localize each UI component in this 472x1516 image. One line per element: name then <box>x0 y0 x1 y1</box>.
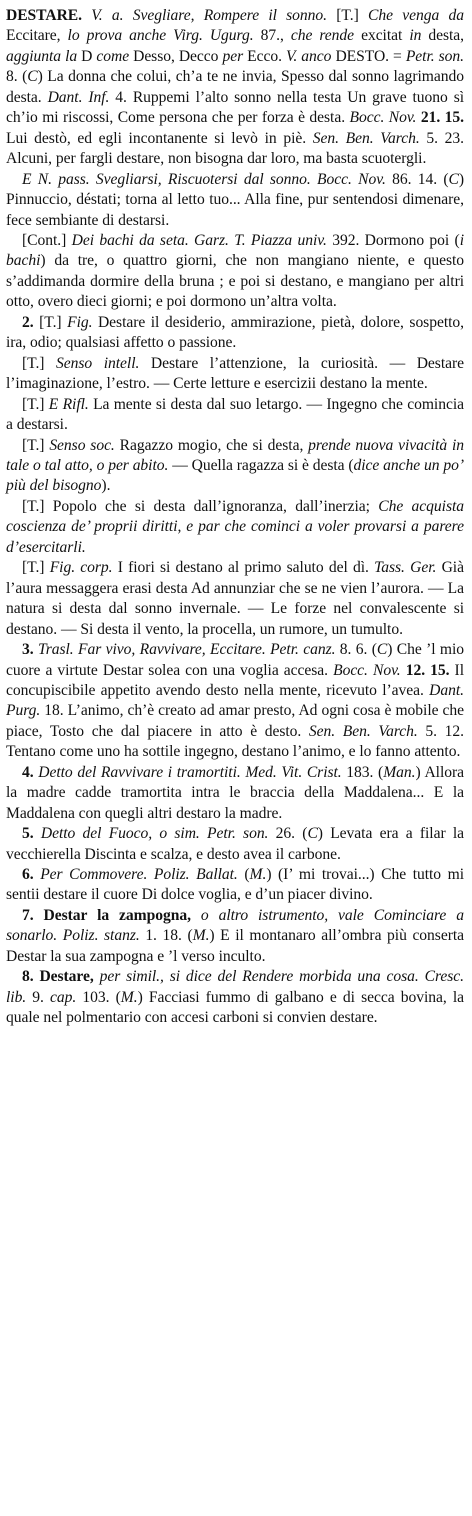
sense-social: [T.] Senso soc. Ragazzo mogio, che si desta, prende nuova vivacità in tale o tal atto, o per abito. — Quella ragazza si è desta (dice anche un po’ più del bisogno). <box>6 436 464 495</box>
sense-pronominal: E N. pass. Svegliarsi, Riscuotersi dal sonno. Bocc. Nov. 86. 14. (C) Pinnuccio, déstati; torna al letto tuo... Alla fine, pur sentendosi dimenare, fece sembiante di destarsi. <box>6 170 465 229</box>
sense-5-fire: 5. Detto del Fuoco, o sim. Petr. son. 26. (C) Levata era a filar la vecchierella Discinta e scalza, e desto avea il carbone. <box>6 825 464 863</box>
sense-8-soften: 8. Destare, per simil., si dice del Rendere morbida una cosa. Cresc. lib. 9. cap. 103. (M.) Facciasi fummo di galbano e di secca bovina, la quale nel polmentario con accesi carboni si convien destare. <box>6 968 465 1027</box>
sense-figurative-corporeal: [T.] Fig. corp. I fiori si destano al primo saluto del dì. Tass. Ger. Già l’aura messaggera erasi desta Ad annunziar che se ne vien l’aurora. — La natura si desta dal sonno invernale. — Le forze nel convalescente si destano. — Si desta il vento, la procella, un rumore, un tumulto. <box>6 559 464 638</box>
entry-definition: DESTARE. V. a. Svegliare, Rompere il sonno. [T.] Che venga da Eccitare, lo prova anche Virg. Ugurg. 87., che rende excitat in desta, aggiunta la D come Desso, Decco per Ecco. V. anco DESTO. = Petr. son. 8. (C) La donna che colui, ch’a te ne invia, Spesso dal sonno lagrimando desta. Dant. Inf. 4. Ruppemi l’alto sonno nella testa Un grave tuono sì ch’io mi riscossi, Come persona che per forza è desta. Bocc. Nov. 21. 15. Lui destò, ed egli incontanente si levò in piè. Sen. Ben. Varch. 5. 23. Alcuni, per fargli destare, non bisogna dar loro, ma basta scuotergli. <box>6 7 465 168</box>
sense-people: [T.] Popolo che si desta dall’ignoranza, dall’inerzia; Che acquista coscienza de’ proprii diritti, e par che cominci a voler provarsi a parere d’esercitarli. <box>6 497 464 556</box>
sense-4-unconscious: 4. Detto del Ravvivare i tramortiti. Med. Vit. Crist. 183. (Man.) Allora la madre cadde tramortita intra le braccia della Maddalena... E la Maddalena con quegli altri destaro la madre. <box>6 763 464 822</box>
sense-3-revive: 3. Trasl. Far vivo, Ravvivare, Eccitare. Petr. canz. 8. 6. (C) Che ’l mio cuore a virtute Destar solea con una voglia accesa. Bocc. Nov. 12. 15. Il concupiscibile appetito avendo desto nella mente, ricevuto l’avea. Dant. Purg. 18. L’animo, ch’è creato ad amar presto, Ad ogni cosa è mobile che piace, Tosto che dal piacere in atto è desto. Sen. Ben. Varch. 5. 12. Tentano come uno ha sottile ingegno, destano l’animo, e lo fanno attento. <box>6 641 464 761</box>
sense-intellectual: [T.] Senso intell. Destare l’attenzione, la curiosità. — Destare l’imaginazione, l’estro. — Certe letture e esercizii destano la mente. <box>6 354 464 393</box>
sense-7-bagpipe: 7. Destar la zampogna, o altro istrumento, vale Cominciare a sonarlo. Poliz. stanz. 1. 18. (M.) E il montanaro all’ombra più conserta Destar la sua zampogna e ’l verso inculto. <box>6 906 464 965</box>
sense-2-figurative: 2. [T.] Fig. Destare il desiderio, ammirazione, pietà, dolore, sospetto, ira, odio; qualsiasi affetto o passione. <box>6 313 464 352</box>
sense-reflexive: [T.] E Rifl. La mente si desta dal suo letargo. — Ingegno che comincia a destarsi. <box>6 395 464 434</box>
dictionary-entry-destare <box>6 6 464 1029</box>
sense-silkworms: [Cont.] Dei bachi da seta. Garz. T. Piazza univ. 392. Dormono poi (i bachi) da tre, o quattro giorni, che non mangiano niente, e questo s’addimanda dormire della bruna ; e poi si destano, e mangiano per altri otto, overo dieci giorni; e poi dormono un’altra volta. <box>6 231 464 311</box>
sense-6-move: 6. Per Commovere. Poliz. Ballat. (M.) (I’ mi trovai...) Che tutto mi sentii destare il cuore Di dolce voglia, e d’un piacer divino. <box>6 866 464 904</box>
